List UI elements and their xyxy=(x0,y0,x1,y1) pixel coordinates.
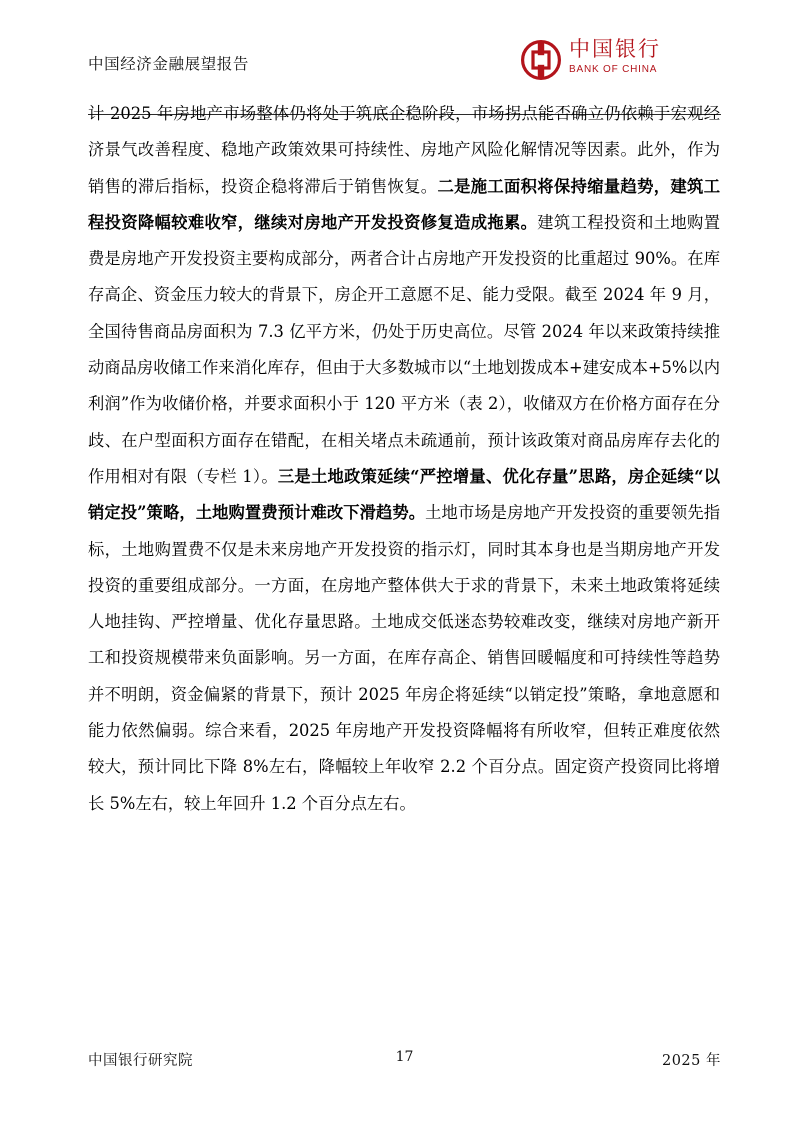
text-run: 建筑工程投资和土地购置费是房地产开发投资主要构成部分，两者合计占房地产开发投资的比重超过 90%。在库存高企、资金压力较大的背景下，房企开工意愿不足、能力受限。截至 2024 年 9 月，全国待售商品房面积为 7.3 亿平方米，仍处于历史高位。尽管 2024 年以来政策持续推动商品房收储工作来消化库存，但由于大多数城市以“土地划拨成本+建安成本+5%以内利润”作为收储价格，并要求面积小于 120 平方米（表 2），收储双方在价格方面存在分歧、在户型面积方面存在错配，在相关堵点未疏通前，预计该政策对商品房库存去化的作用相对有限（专栏 1）。 xyxy=(88,212,720,486)
emphasis-run: 二是施工面积将保持缩量趋势，建筑工程投资降幅较难收窄，继续对房地产开发投资修复造成拖累。 xyxy=(88,176,720,232)
body-paragraph xyxy=(88,96,720,822)
page-body xyxy=(88,96,720,822)
page-footer xyxy=(88,1049,721,1073)
text-run: 土地市场是房地产开发投资的重要领先指标，土地购置费不仅是未来房地产开发投资的指示灯，同时其本身也是当期房地产开发投资的重要组成部分。一方面，在房地产整体供大于求的背景下，未来土地政策将延续人地挂钩、严控增量、优化存量思路。土地成交低迷态势较难改变，继续对房地产新开工和投资规模带来负面影响。另一方面，在库存高企、销售回暖幅度和可持续性等趋势并不明朗，资金偏紧的背景下，预计 2025 年房企将延续“以销定投”策略，拿地意愿和能力依然偏弱。综合来看，2025 年房地产开发投资降幅将有所收窄，但转正难度依然较大，预计同比下降 8%左右，降幅较上年收窄 2.2 个百分点。固定资产投资同比将增长 5%左右，较上年回升 1.2 个百分点左右。 xyxy=(88,503,720,813)
boc-name-en: BANK OF CHINA xyxy=(569,64,658,76)
footer-page-number: 17 xyxy=(395,1049,414,1065)
bank-of-china-logo xyxy=(521,36,721,90)
boc-seal-icon xyxy=(521,40,561,80)
page-header xyxy=(0,36,793,94)
report-title: 中国经济金融展望报告 xyxy=(88,55,250,73)
boc-name-cn: 中国银行 xyxy=(569,37,661,61)
text-run: 计 2025 年房地产市场整体仍将处于筑底企稳阶段，市场拐点能否确立仍依赖于宏观经济景气改善程度、稳地产政策效果可持续性、房地产风险化解情况等因素。此外，作为销售的滞后指标，投资企稳将滞后于销售恢复。 xyxy=(88,104,720,196)
footer-year: 2025 年 xyxy=(661,1053,721,1069)
emphasis-run: 三是土地政策延续“严控增量、优化存量”思路，房企延续“以销定投”策略，土地购置费预计难改下滑趋势。 xyxy=(88,466,720,523)
boc-wordmark xyxy=(569,38,721,75)
footer-institution: 中国银行研究院 xyxy=(88,1053,193,1069)
